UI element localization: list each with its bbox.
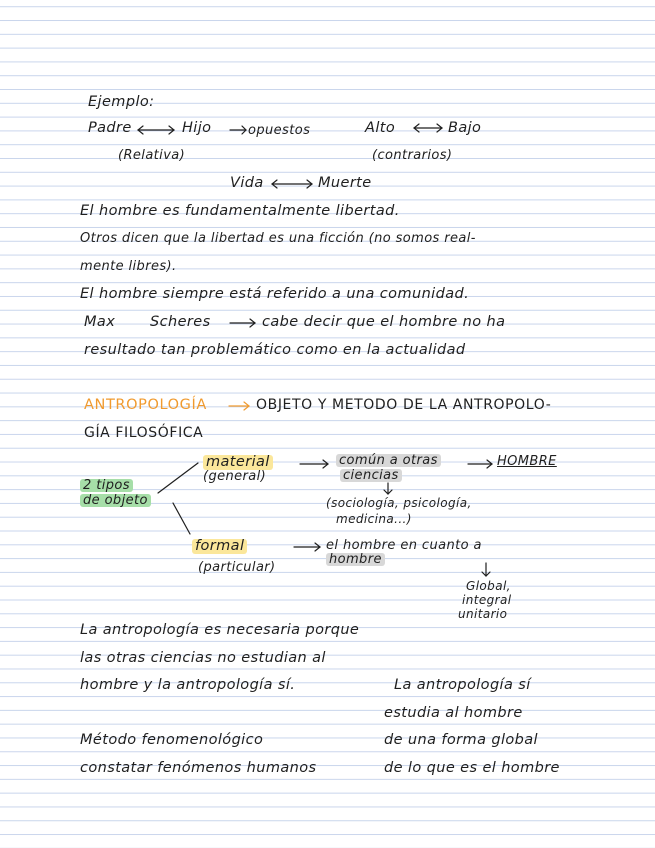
ejemplo-label: Ejemplo: [88, 94, 155, 110]
constatar-text: constatar fenómenos humanos [80, 760, 317, 776]
right-line-2: estudia al hombre [384, 705, 523, 721]
arrow-right-icon [229, 402, 249, 410]
relativa-text: (Relativa) [118, 148, 186, 163]
heading-rest-2: GÍA FILOSÓFICA [84, 425, 204, 441]
double-arrow-icon [414, 124, 442, 132]
formal-label: formal [192, 539, 247, 554]
tipos-objeto-2: de objeto [80, 494, 151, 507]
max-text: Max [84, 314, 116, 330]
sociologia-text: (sociología, psicología, [326, 496, 472, 510]
opuestos-text: opuestos [248, 123, 311, 138]
right-line-3: de una forma global [384, 732, 538, 748]
antropologia-title: ANTROPOLOGÍA [84, 397, 207, 413]
hombre-caps: HOMBRE [497, 454, 557, 469]
tipos-objeto-1: 2 tipos [80, 479, 133, 492]
cabe-decir-text: cabe decir que el hombre no ha [262, 314, 506, 330]
hombre-text: hombre [326, 553, 385, 566]
unitario-text: unitario [458, 607, 508, 621]
alto-text: Alto [365, 120, 396, 136]
right-line-1: La antropología sí [394, 677, 531, 693]
arrow-right-icon [468, 460, 492, 468]
global-text: Global, [466, 579, 511, 593]
arrow-down-icon [482, 563, 490, 576]
ciencias-text: ciencias [340, 469, 402, 482]
arrow-right-icon [230, 126, 246, 134]
heading-rest: OBJETO Y METODO DE LA ANTROPOLO- [256, 397, 552, 413]
arrow-down-icon [384, 483, 392, 494]
line-libres: mente libres). [80, 259, 177, 274]
line-libertad: El hombre es fundamentalmente libertad. [80, 203, 400, 219]
general-label: (general) [203, 469, 267, 484]
en-cuanto-text: el hombre en cuanto a [326, 538, 482, 553]
material-label: material [203, 455, 273, 470]
line-comunidad: El hombre siempre está referido a una comunidad. [80, 286, 470, 302]
bracket-lines [158, 463, 198, 534]
medicina-text: medicina...) [336, 512, 412, 526]
line-necesaria: La antropología es necesaria porque [80, 622, 360, 638]
right-line-4: de lo que es el hombre [384, 760, 560, 776]
muerte-text: Muerte [318, 175, 372, 191]
arrow-right-icon [230, 319, 255, 327]
line-hombre-si: hombre y la antropología sí. [80, 677, 296, 693]
integral-text: integral [462, 593, 512, 607]
contrarios-text: (contrarios) [372, 148, 453, 163]
scheres-text: Scheres [150, 314, 211, 330]
hijo-text: Hijo [182, 120, 212, 136]
double-arrow-icon [272, 180, 312, 188]
double-arrow-icon [138, 126, 174, 134]
padre-text: Padre [88, 120, 132, 136]
line-actualidad: resultado tan problemático como en la actualidad [84, 342, 466, 358]
line-otras-ciencias: las otras ciencias no estudian al [80, 650, 326, 666]
metodo-text: Método fenomenológico [80, 732, 264, 748]
line-ficcion: Otros dicen que la libertad es una ficción (no somos real- [80, 231, 476, 246]
bajo-text: Bajo [448, 120, 482, 136]
arrow-right-icon [294, 543, 320, 551]
vida-text: Vida [230, 175, 264, 191]
particular-label: (particular) [198, 560, 276, 575]
comun-otras: común a otras [336, 454, 441, 467]
arrow-right-icon [300, 460, 328, 468]
